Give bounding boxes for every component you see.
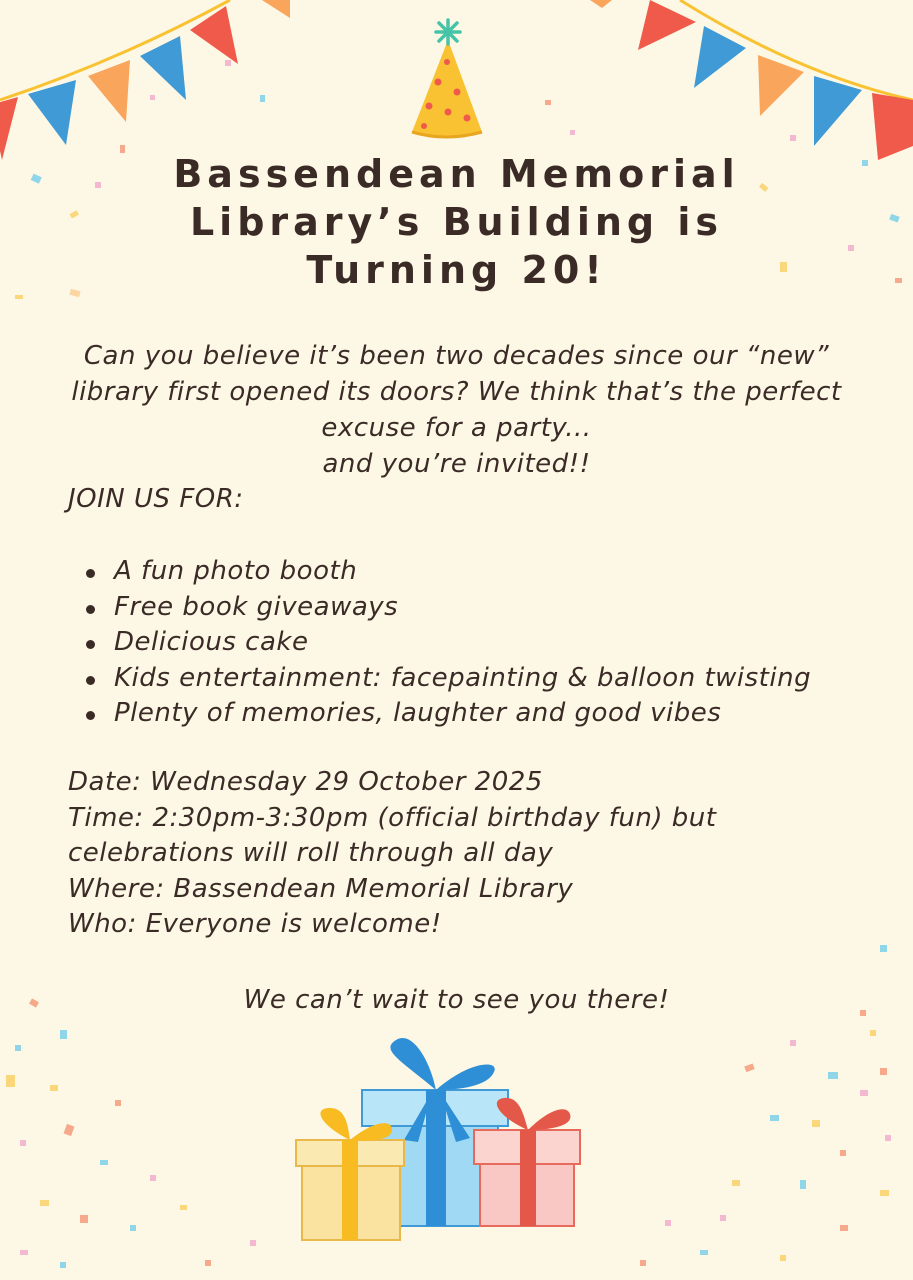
closing-message: We can’t wait to see you there! [243,985,670,1015]
bunting-right-icon [590,0,913,160]
list-item: Free book giveaways [68,590,868,626]
list-item: A fun photo booth [68,554,868,590]
event-date: Date: Wednesday 29 October 2025 [68,767,543,797]
intro-line: library first opened its doors? We think that’s the perfect [71,377,842,407]
page-title [0,150,913,294]
gift-boxes-icon [296,1038,580,1240]
party-hat-icon [412,20,482,137]
event-time-continued: celebrations will roll through all day [68,838,554,868]
list-item: Plenty of memories, laughter and good vibes [68,696,868,732]
event-location: Where: Bassendean Memorial Library [68,873,574,904]
title-line: Bassendean Memorial [173,152,740,196]
intro-line: Can you believe it’s been two decades since our “new” [83,341,830,371]
list-item: Delicious cake [68,625,868,661]
bunting-left-icon [0,0,290,160]
intro-line: excuse for a party... [321,413,592,443]
event-audience: Who: Everyone is welcome! [68,909,442,939]
list-item: Kids entertainment: facepainting & balloon twisting [68,661,868,697]
event-details [68,765,888,943]
title-line: Turning 20! [306,248,607,292]
intro-line: and you’re invited!! [322,449,591,479]
event-time: Time: 2:30pm-3:30pm (official birthday fun) but [68,802,717,833]
title-line: Library’s Building is [189,200,724,244]
intro-paragraph [60,338,853,482]
join-heading: JOIN US FOR: [68,484,244,514]
activities-list [68,554,868,732]
